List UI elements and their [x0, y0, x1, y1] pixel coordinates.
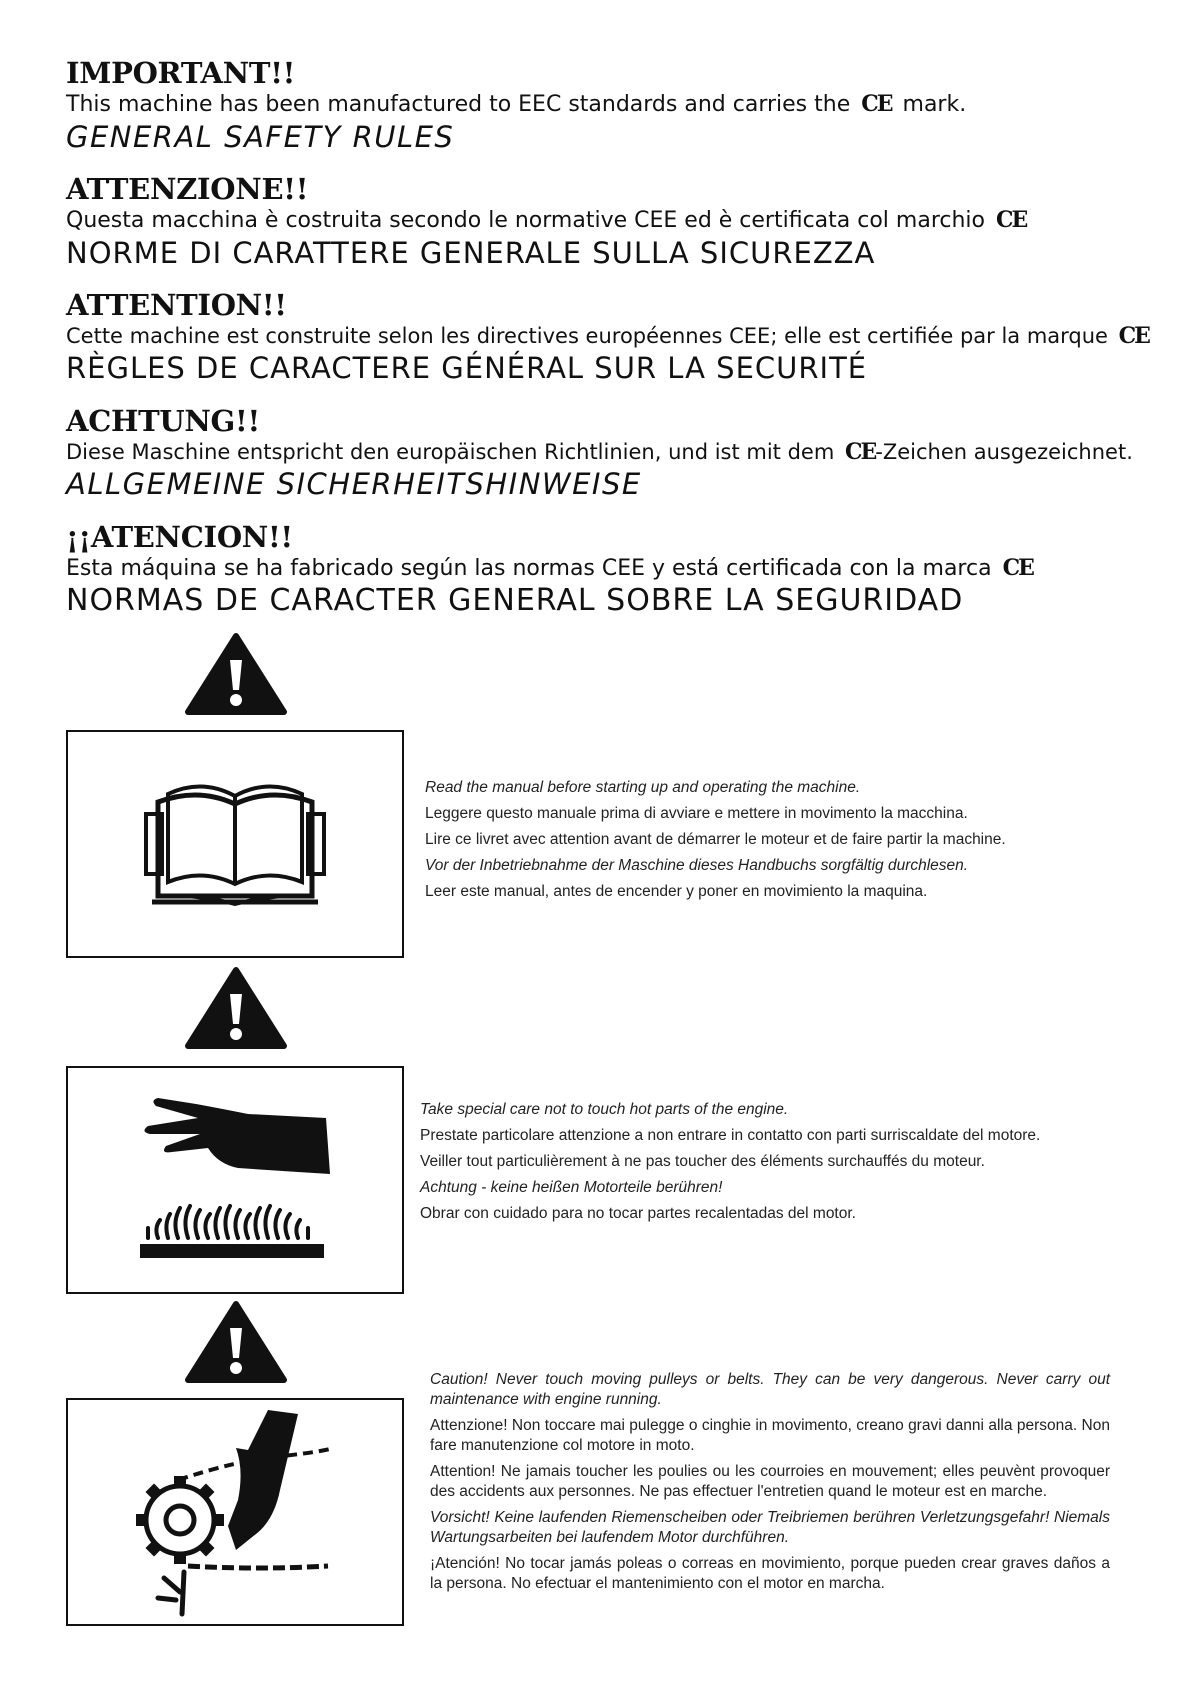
warning-line-es: Obrar con cuidado para no tocar partes recalentadas del motor. [420, 1205, 856, 1222]
lang-block-fr [66, 288, 1153, 386]
ce-mark: CE [844, 439, 876, 465]
warning-triangle-icon [184, 632, 288, 716]
rules-title-fr: RÈGLES DE CARACTERE GÉNÉRAL SUR LA SECURITÉ [66, 351, 868, 385]
notice-it [66, 206, 1030, 235]
warning-line-fr: Veiller tout particulièrement à ne pas toucher des éléments surchauffés du moteur. [420, 1153, 985, 1170]
rules-title-es: NORMAS DE CARACTER GENERAL SOBRE LA SEGURIDAD [66, 583, 964, 618]
notice-de [66, 438, 1133, 466]
ce-mark: CE [996, 207, 1027, 233]
warning-text-manual [425, 778, 1105, 908]
notice-es-text: Esta máquina se ha fabricado según las normas CEE y está certificada con la marca [66, 556, 992, 581]
heading-it: ATTENZIONE!! [66, 172, 309, 206]
book-pictogram-box [66, 730, 404, 958]
notice-fr-text: Cette machine est construite selon les directives européennes CEE; elle est certifiée par la marque [66, 324, 1108, 348]
lang-block-es [66, 520, 1037, 619]
warning-line-es: Leer este manual, antes de encender y poner en movimiento la maquina. [425, 883, 928, 900]
notice-es [66, 554, 1037, 583]
hot-surface-pictogram-box [66, 1066, 404, 1294]
warning-line-de: Vorsicht! Keine laufenden Riemenscheiben oder Treibriemen berühren Verletzungsgefahr! Niemals Wartungsarbeiten bei laufendem Motor durchführen. [430, 1509, 1110, 1546]
notice-en [66, 90, 966, 119]
moving-belt-pulley-icon [68, 1400, 402, 1624]
notice-en-text: This machine has been manufactured to EEC standards and carries the [66, 92, 851, 117]
heading-en: IMPORTANT!! [66, 56, 296, 90]
warning-triangle-icon [184, 966, 288, 1050]
notice-it-text: Questa macchina è costruita secondo le normative CEE ed è certificata col marchio [66, 208, 985, 233]
notice-de-text: Diese Maschine entspricht den europäischen Richtlinien, und ist mit dem [66, 440, 835, 464]
rules-title-it: NORME DI CARATTERE GENERALE SULLA SICUREZZA [66, 236, 876, 270]
warning-line-en: Take special care not to touch hot parts of the engine. [420, 1101, 789, 1118]
warning-triangle-icon [184, 1300, 288, 1384]
warning-line-it: Attenzione! Non toccare mai pulegge o cinghie in movimento, creano gravi danni alla persona. Non fare manutenzione col motore in moto. [430, 1417, 1110, 1454]
notice-en-tail: mark. [902, 92, 967, 117]
ce-mark: CE [1118, 323, 1149, 349]
warning-line-de: Vor der Inbetriebnahme der Maschine dieses Handbuchs sorgfältig durchlesen. [425, 857, 969, 874]
heading-fr: ATTENTION!! [66, 288, 287, 322]
warning-text-hot [420, 1100, 1110, 1230]
rules-title-en: GENERAL SAFETY RULES [66, 120, 455, 154]
warning-line-it: Leggere questo manuale prima di avviare e mettere in movimento la macchina. [425, 805, 968, 822]
book-icon [68, 732, 402, 956]
lang-block-it [66, 172, 1030, 271]
moving-parts-pictogram-box [66, 1398, 404, 1626]
warning-line-en: Read the manual before starting up and operating the machine. [425, 779, 861, 796]
warning-line-de: Achtung - keine heißen Motorteile berühren! [420, 1179, 723, 1196]
lang-block-en [66, 56, 966, 155]
ce-mark: CE [861, 91, 892, 117]
heading-es: ¡¡ATENCION!! [66, 520, 293, 554]
warning-text-moving [430, 1370, 1110, 1600]
rules-title-de: ALLGEMEINE SICHERHEITSHINWEISE [66, 467, 642, 501]
warning-line-en: Caution! Never touch moving pulleys or belts. They can be very dangerous. Never carry out maintenance with engine running. [430, 1371, 1110, 1408]
ce-mark: CE [1002, 555, 1033, 581]
notice-fr [66, 322, 1153, 350]
warning-line-fr: Lire ce livret avec attention avant de démarrer le moteur et de faire partir la machine. [425, 831, 1006, 848]
lang-block-de [66, 404, 1133, 502]
warning-line-fr: Attention! Ne jamais toucher les poulies ou les courroies en mouvement; elles peuvènt provoquer des accidents aux personnes. Ne pas effectuer l'entretien quand le moteur est en marche. [430, 1463, 1110, 1500]
warning-line-it: Prestate particolare attenzione a non entrare in contatto con parti surriscaldate del motore. [420, 1127, 1041, 1144]
warning-line-es: ¡Atención! No tocar jamás poleas o correas en movimiento, porque pueden crear graves daños a la persona. No efectuar el mantenimiento con el motor en marcha. [430, 1555, 1110, 1592]
notice-de-tail: -Zeichen ausgezeichnet. [875, 440, 1133, 464]
hot-surface-hand-icon [68, 1068, 402, 1292]
heading-de: ACHTUNG!! [66, 404, 260, 438]
